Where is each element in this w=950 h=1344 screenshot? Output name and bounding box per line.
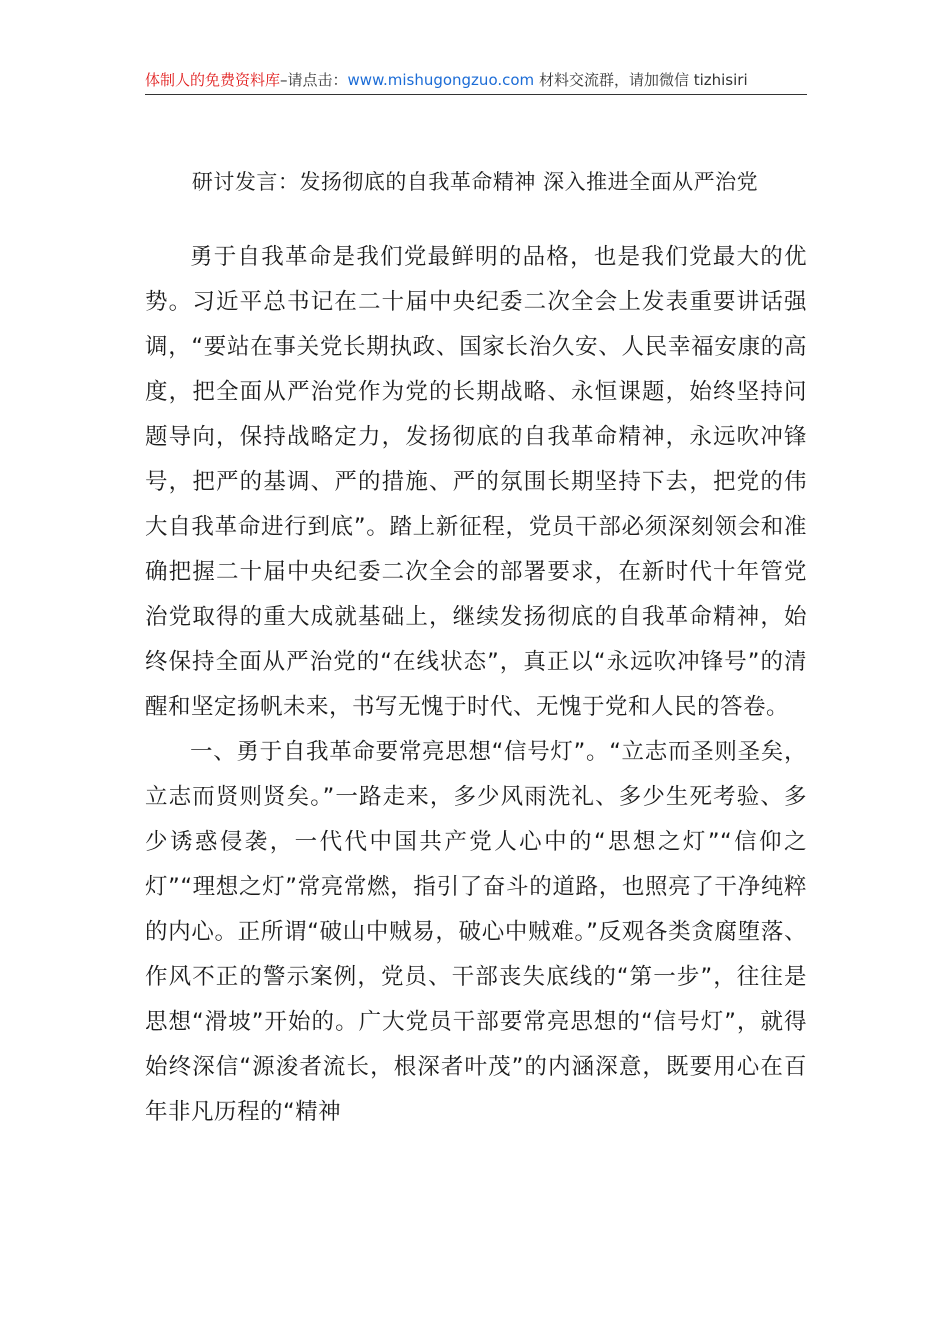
paragraph: 勇于自我革命是我们党最鲜明的品格，也是我们党最大的优势。习近平总书记在二十届中央纪委二次全会上发表重要讲话强调，“要站在事关党长期执政、国家长治久安、人民幸福安康的高度，把全面从严治党作为党的长期战略、永恒课题，始终坚持问题导向，保持战略定力，发扬彻底的自我革命精神，永远吹冲锋号，把严的基调、严的措施、严的氛围长期坚持下去，把党的伟大自我革命进行到底”。踏上新征程，党员干部必须深刻领会和准确把握二十届中央纪委二次全会的部署要求，在新时代十年管党治党取得的重大成就基础上，继续发扬彻底的自我革命精神，始终保持全面从严治党的“在线状态”，真正以“永远吹冲锋号”的清醒和坚定扬帆未来，书写无愧于时代、无愧于党和人民的答卷。 [145,244,807,720]
header-link[interactable]: www.mishugongzuo.com [347,71,535,89]
header-prompt: –请点击： [280,71,348,89]
header-contact: 材料交流群，请加微信 tizhisiri [534,71,748,89]
page-header [145,68,807,95]
document-title: 研讨发言：发扬彻底的自我革命精神 深入推进全面从严治党 [191,170,759,194]
header-brand: 体制人的免费资料库 [145,71,281,89]
document-body [145,235,807,1135]
paragraph: 一、勇于自我革命要常亮思想“信号灯”。“立志而圣则圣矣，立志而贤则贤矣。”一路走来，多少风雨洗礼、多少生死考验、多少诱惑侵袭，一代代中国共产党人心中的“思想之灯”“信仰之灯”“理想之灯”常亮常燃，指引了奋斗的道路，也照亮了干净纯粹的内心。正所谓“破山中贼易，破心中贼难。”反观各类贪腐堕落、作风不正的警示案例，党员、干部丧失底线的“第一步”，往往是思想“滑坡”开始的。广大党员干部要常亮思想的“信号灯”，就得始终深信“源浚者流长，根深者叶茂”的内涵深意，既要用心在百年非凡历程的“精神 [145,739,807,1125]
